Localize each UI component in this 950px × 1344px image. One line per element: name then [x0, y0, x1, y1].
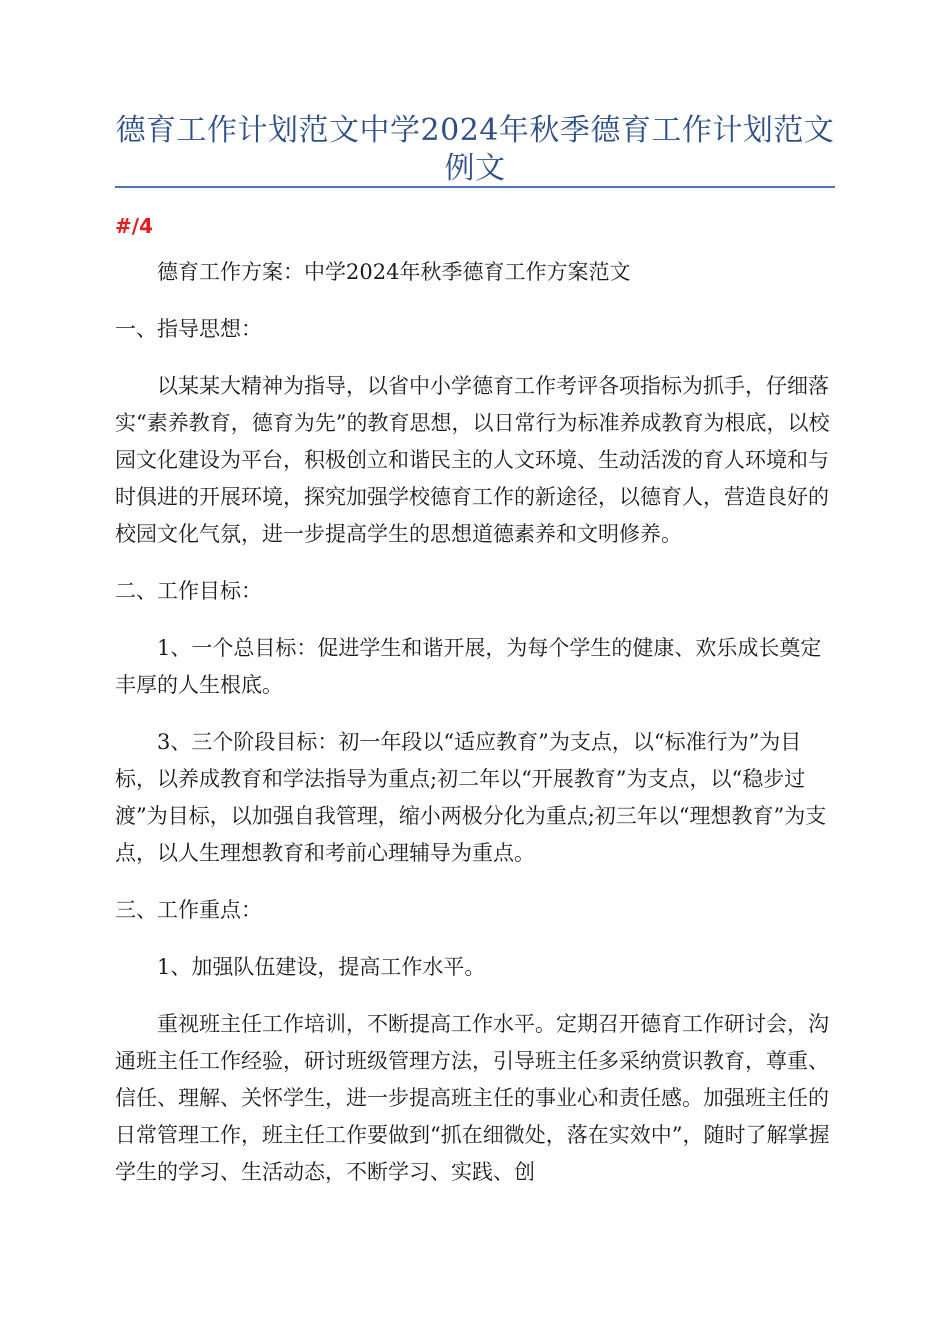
paragraph-team-building: 1、加强队伍建设，提高工作水平。 — [157, 955, 486, 979]
paragraph-teacher-training: 重视班主任工作培训，不断提高工作水平。定期召开德育工作研讨会，沟通班主任工作经验，研讨班级管理方法，引导班主任多采纳赏识教育，尊重、信任、理解、关怀学生，进一步提高班主任的事业心和责任感。加强班主任的日常管理工作，班主任工作要做到“抓在细微处，落在实效中”，随时了解掌握学生的学习、生活动态，不断学习、实践、创 — [115, 1012, 830, 1184]
paragraph-plan-title: 德育工作方案：中学2024年秋季德育工作方案范文 — [157, 260, 631, 284]
page-marker: #/4 — [115, 214, 153, 238]
section-heading-work-focus: 三、工作重点： — [115, 898, 262, 922]
title-divider — [115, 186, 835, 188]
section-heading-work-goals: 二、工作目标： — [115, 579, 262, 603]
document-title: 德育工作计划范文中学2024年秋季德育工作计划范文例文 — [115, 113, 835, 186]
paragraph-overall-goal: 1、一个总目标：促进学生和谐开展，为每个学生的健康、欢乐成长奠定丰厚的人生根底。 — [115, 636, 822, 697]
paragraph-guiding-thought: 以某某大精神为指导，以省中小学德育工作考评各项指标为抓手，仔细落实“素养教育，德育为先”的教育思想，以日常行为标准养成教育为根底，以校园文化建设为平台，积极创立和谐民主的人文环境、生动活泼的育人环境和与时俱进的开展环境，探究加强学校德育工作的新途径，以德育人，营造良好的校园文化气氛，进一步提高学生的思想道德素养和文明修养。 — [115, 374, 830, 546]
paragraph-stage-goals: 3、三个阶段目标：初一年段以“适应教育”为支点，以“标准行为”为目标，以养成教育和学法指导为重点;初二年以“开展教育”为支点，以“稳步过渡”为目标，以加强自我管理，缩小两极分化为重点;初三年以“理想教育”为支点，以人生理想教育和考前心理辅导为重点。 — [115, 730, 827, 865]
document-body — [115, 254, 835, 1211]
section-heading-guiding-thought: 一、指导思想： — [115, 317, 262, 341]
